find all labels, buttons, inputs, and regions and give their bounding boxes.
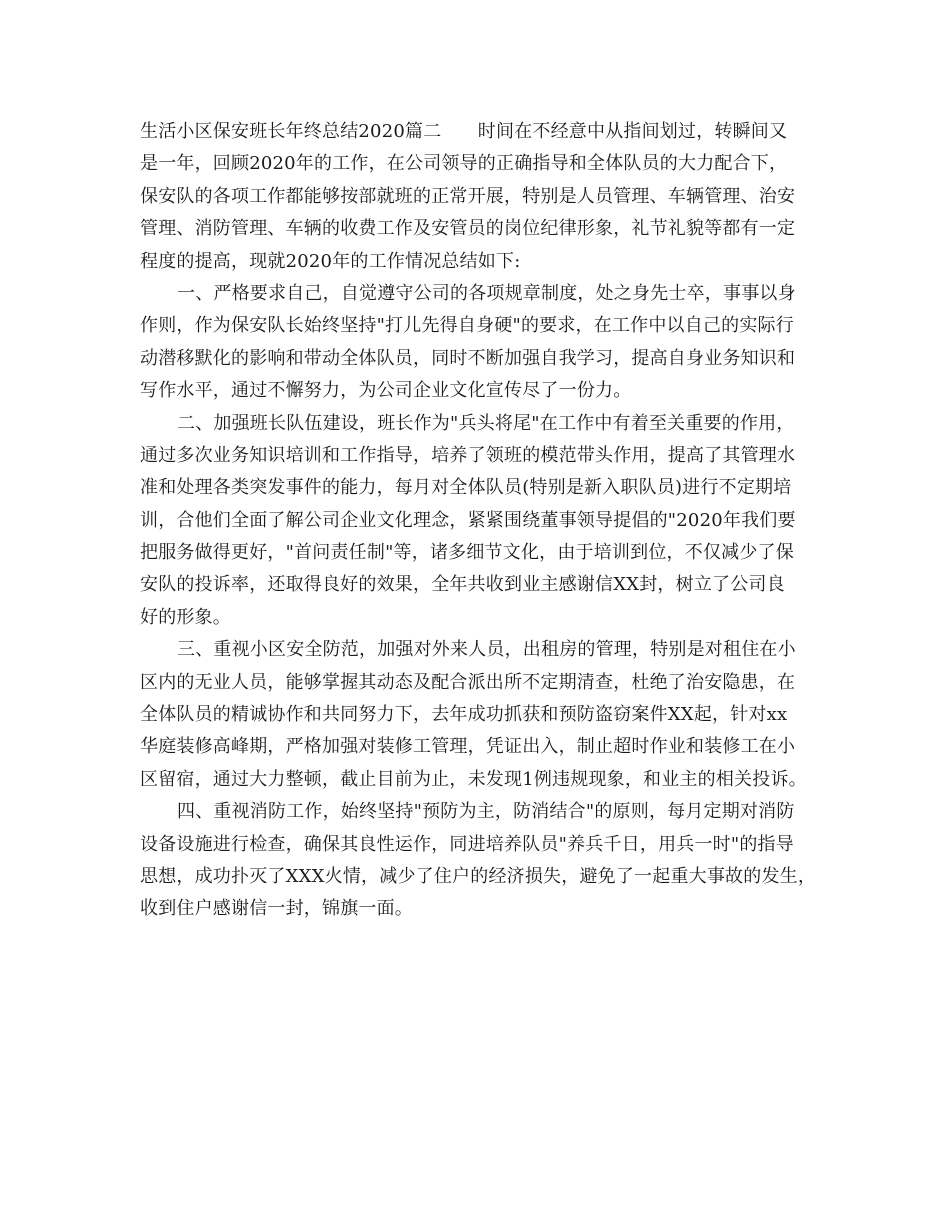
text-line: 程度的提高，现就2020年的工作情况总结如下:: [140, 250, 521, 272]
paragraph-start-line: 三、重视小区安全防范，加强对外来人员，出租房的管理，特别是对租住在小: [177, 639, 796, 661]
paragraph-start-line: 二、加强班长队伍建设，班长作为"兵头将尾"在工作中有着至关重要的作用，: [177, 412, 795, 434]
text-line: 把服务做得更好，"首问责任制"等，诸多细节文化，由于培训到位，不仅减少了保: [140, 542, 794, 564]
text-line: 华庭装修高峰期，严格加强对装修工管理，凭证出入，制止超时作业和装修工在小: [140, 736, 796, 758]
text-line: 管理、消防管理、车辆的收费工作及安管员的岗位纪律形象，礼节礼貌等都有一定: [140, 218, 796, 240]
title-line: 生活小区保安班长年终总结2020篇二 时间在不经意中从指间划过，转瞬间又: [140, 121, 788, 142]
text-line: 是一年，回顾2020年的工作，在公司领导的正确指导和全体队员的大力配合下，: [140, 153, 788, 175]
text-line: 区内的无业人员，能够掌握其动态及配合派出所不定期清查，杜绝了治安隐患，在: [140, 671, 796, 693]
text-line: 全体队员的精诚协作和共同努力下，去年成功抓获和预防盗窃案件XX起，针对xx: [140, 704, 788, 726]
text-line: 设备设施进行检查，确保其良性运作，同进培养队员"养兵千日，用兵一时"的指导: [140, 833, 794, 855]
text-line: 动潜移默化的影响和带动全体队员，同时不断加强自我学习，提高自身业务知识和: [140, 347, 796, 369]
text-line: 作则，作为保安队长始终坚持"打儿先得自身硬"的要求，在工作中以自己的实际行: [140, 315, 794, 337]
document-body: [140, 116, 820, 926]
text-line: 准和处理各类突发事件的能力，每月对全体队员(特别是新入职队员)进行不定期培: [140, 477, 792, 499]
paragraph-start-line: 一、严格要求自己，自觉遵守公司的各项规章制度，处之身先士卒，事事以身: [177, 282, 796, 304]
text-line: 收到住户感谢信一封，锦旗一面。: [140, 898, 413, 920]
text-line: 写作水平，通过不懈努力，为公司企业文化宣传尽了一份力。: [140, 380, 632, 402]
text-line: 训，合他们全面了解公司企业文化理念，紧紧围绕董事领导提倡的"2020年我们要: [140, 509, 796, 531]
text-line: 通过多次业务知识培训和工作指导，培养了领班的模范带头作用，提高了其管理水: [140, 444, 796, 466]
text-line: 思想，成功扑灭了XXX火情，减少了住户的经济损失，避免了一起重大事故的发生，: [140, 865, 817, 887]
text-line: 区留宿，通过大力整顿，截止目前为止，未发现1例违规现象，和业主的相关投诉。: [140, 768, 807, 790]
text-line: 安队的投诉率，还取得良好的效果，全年共收到业主感谢信XX封，树立了公司良: [140, 574, 785, 596]
text-line: 保安队的各项工作都能够按部就班的正常开展，特别是人员管理、车辆管理、治安: [140, 185, 796, 207]
paragraph-start-line: 四、重视消防工作，始终坚持"预防为主，防消结合"的原则，每月定期对消防: [177, 801, 795, 823]
text-line: 好的形象。: [140, 606, 231, 628]
